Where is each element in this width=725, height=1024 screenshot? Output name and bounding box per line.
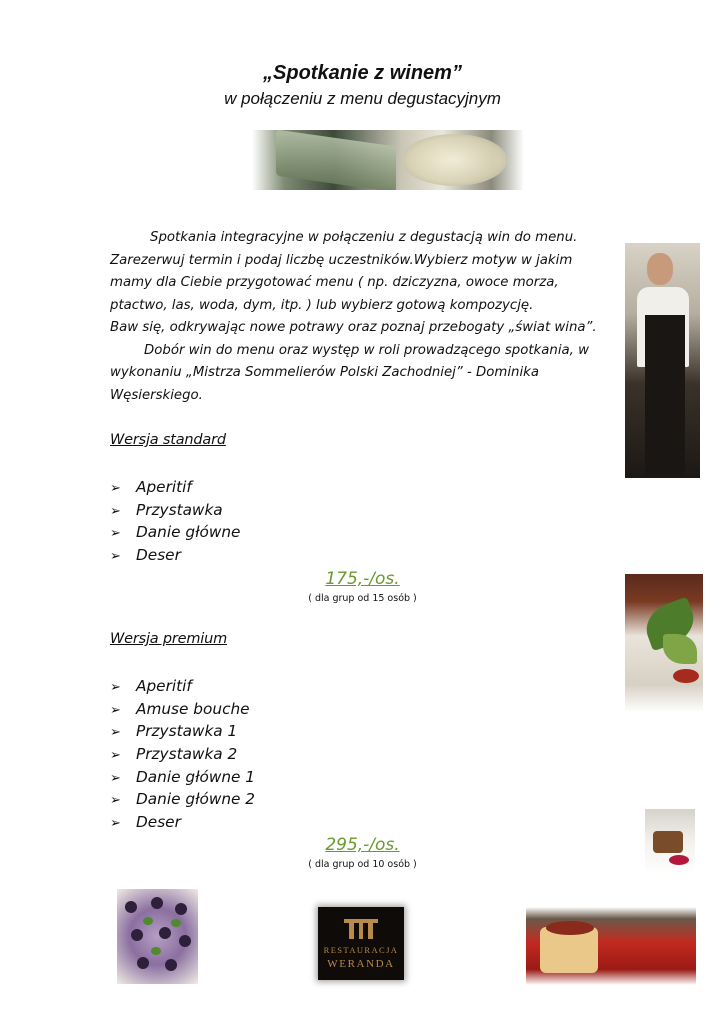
logo-text-restauracja: RESTAURACJA (323, 945, 399, 955)
arrow-bullet-icon: ➢ (110, 793, 121, 809)
arrow-bullet-icon: ➢ (110, 702, 121, 718)
weranda-logo-icon (342, 915, 380, 943)
list-item: ➢ Danie główne 1 (110, 766, 255, 789)
standard-menu-list (110, 476, 240, 567)
list-item: ➢ Przystawka 2 (110, 743, 255, 766)
standard-heading: Wersja standard (110, 432, 226, 448)
wine-bottle-glass-photo (252, 130, 524, 190)
premium-price: 295,-/os. (325, 835, 400, 855)
arrow-bullet-icon: ➢ (110, 549, 121, 565)
list-item: ➢ Danie główne (110, 521, 240, 544)
page-title: „Spotkanie z winem” (263, 62, 462, 84)
standard-group-note: ( dla grup od 15 osób ) (308, 593, 417, 604)
list-item: ➢ Przystawka 1 (110, 720, 255, 743)
arrow-bullet-icon: ➢ (110, 481, 121, 496)
premium-heading: Wersja premium (110, 631, 228, 647)
list-item: ➢ Danie główne 2 (110, 788, 255, 811)
list-item: ➢ Przystawka (110, 499, 240, 522)
list-item: ➢ Aperitif (110, 675, 255, 698)
premium-group-note: ( dla grup od 10 osób ) (308, 859, 417, 870)
intro-paragraph-2: Baw się, odkrywając nowe potrawy oraz poznaj przebogaty „świat wina”. (110, 320, 597, 335)
salad-dish-photo (625, 574, 703, 712)
intro-text (110, 227, 610, 407)
intro-paragraph-1: Spotkania integracyjne w połączeniu z degustacją win do menu. Zarezerwuj termin i podaj liczbę uczestników.Wybierz motyw w jakim mamy dla Ciebie przygotować menu ( np. dziczyzna, owoce morza, ptactwo, las, woda, dym, itp. ) lub wybierz gotową kompozycję. (110, 230, 578, 313)
intro-paragraph-3: Dobór win do menu oraz występ w roli prowadzącego spotkania, w wykonaniu „Mistrza Sommelierów Polski Zachodniej” - Dominika Węsierskiego. (110, 342, 589, 403)
arrow-bullet-icon: ➢ (110, 526, 121, 542)
page-subtitle: w połączeniu z menu degustacyjnym (224, 89, 501, 108)
sommelier-photo (625, 243, 700, 478)
arrow-bullet-icon: ➢ (110, 816, 121, 832)
arrow-bullet-icon: ➢ (110, 680, 121, 695)
arrow-bullet-icon: ➢ (110, 770, 121, 786)
arrow-bullet-icon: ➢ (110, 503, 121, 519)
logo-text-weranda: WERANDA (327, 958, 395, 970)
canapes-photo (117, 889, 198, 984)
list-item: ➢ Deser (110, 811, 255, 834)
premium-menu-list (110, 675, 255, 834)
list-item: ➢ Deser (110, 544, 240, 567)
arrow-bullet-icon: ➢ (110, 725, 121, 741)
arrow-bullet-icon: ➢ (110, 748, 121, 764)
list-item: ➢ Amuse bouche (110, 698, 255, 721)
restaurant-logo (318, 907, 404, 980)
dessert-photo (645, 809, 695, 874)
cake-dessert-photo (526, 907, 696, 985)
list-item: ➢ Aperitif (110, 476, 240, 499)
standard-price: 175,-/os. (325, 569, 400, 589)
